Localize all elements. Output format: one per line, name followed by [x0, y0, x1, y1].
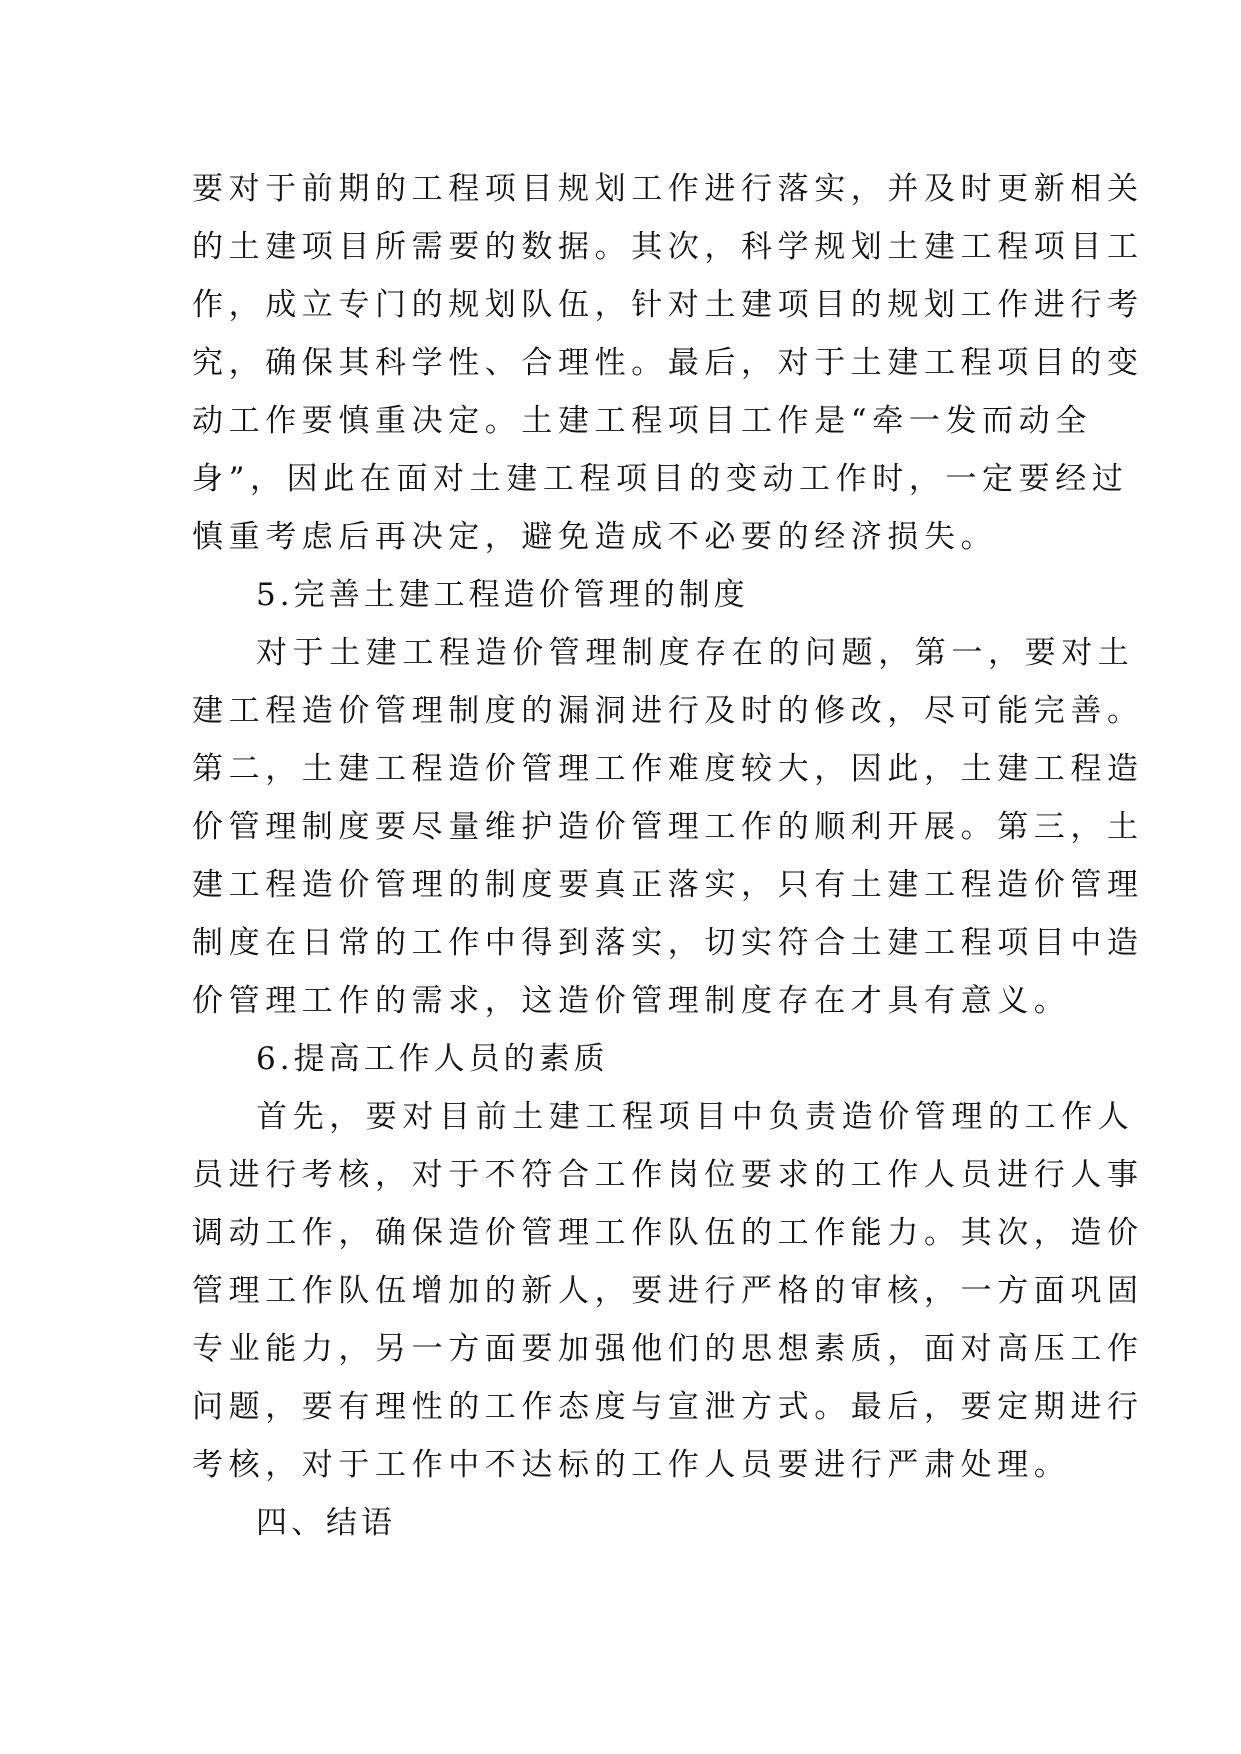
- conclusion-heading: 四、结语: [256, 1505, 396, 1541]
- paragraph-line: 考核，对于工作中不达标的工作人员要进行严肃处理。: [192, 1447, 1071, 1483]
- paragraph-line: 价管理制度要尽量维护造价管理工作的顺利开展。第三，土: [192, 809, 1144, 845]
- paragraph-line: 首先，要对目前土建工程项目中负责造价管理的工作人: [256, 1099, 1135, 1135]
- paragraph-line: 动工作要慎重决定。土建工程项目工作是“牵一发而动全: [192, 403, 1092, 439]
- paragraph-line: 建工程造价管理的制度要真正落实，只有土建工程造价管理: [192, 867, 1144, 903]
- paragraph-line: 专业能力，另一方面要加强他们的思想素质，面对高压工作: [192, 1331, 1144, 1367]
- paragraph-line: 建工程造价管理制度的漏洞进行及时的修改，尽可能完善。: [192, 693, 1144, 729]
- paragraph-line: 员进行考核，对于不符合工作岗位要求的工作人员进行人事: [192, 1157, 1144, 1193]
- paragraph-line: 制度在日常的工作中得到落实，切实符合土建工程项目中造: [192, 925, 1144, 961]
- paragraph-line: 身”，因此在面对土建工程项目的变动工作时，一定要经过: [192, 461, 1129, 497]
- section-heading-6: 6.提高工作人员的素质: [256, 1041, 609, 1077]
- paragraph-line: 作，成立专门的规划队伍，针对土建项目的规划工作进行考: [192, 287, 1144, 323]
- paragraph-line: 的土建项目所需要的数据。其次，科学规划土建工程项目工: [192, 229, 1144, 265]
- paragraph-line: 问题，要有理性的工作态度与宣泄方式。最后，要定期进行: [192, 1389, 1144, 1425]
- paragraph-line: 价管理工作的需求，这造价管理制度存在才具有意义。: [192, 983, 1071, 1019]
- paragraph-line: 对于土建工程造价管理制度存在的问题，第一，要对土: [256, 635, 1135, 671]
- paragraph-line: 调动工作，确保造价管理工作队伍的工作能力。其次，造价: [192, 1215, 1144, 1251]
- paragraph-line: 要对于前期的工程项目规划工作进行落实，并及时更新相关: [192, 171, 1144, 207]
- paragraph-line: 第二，土建工程造价管理工作难度较大，因此，土建工程造: [192, 751, 1144, 787]
- paragraph-line: 究，确保其科学性、合理性。最后，对于土建工程项目的变: [192, 345, 1144, 381]
- section-heading-5: 5.完善土建工程造价管理的制度: [256, 577, 749, 613]
- body-text: [192, 160, 1144, 1552]
- paragraph-line: 管理工作队伍增加的新人，要进行严格的审核，一方面巩固: [192, 1273, 1144, 1309]
- paragraph-line: 慎重考虑后再决定，避免造成不必要的经济损失。: [192, 519, 998, 555]
